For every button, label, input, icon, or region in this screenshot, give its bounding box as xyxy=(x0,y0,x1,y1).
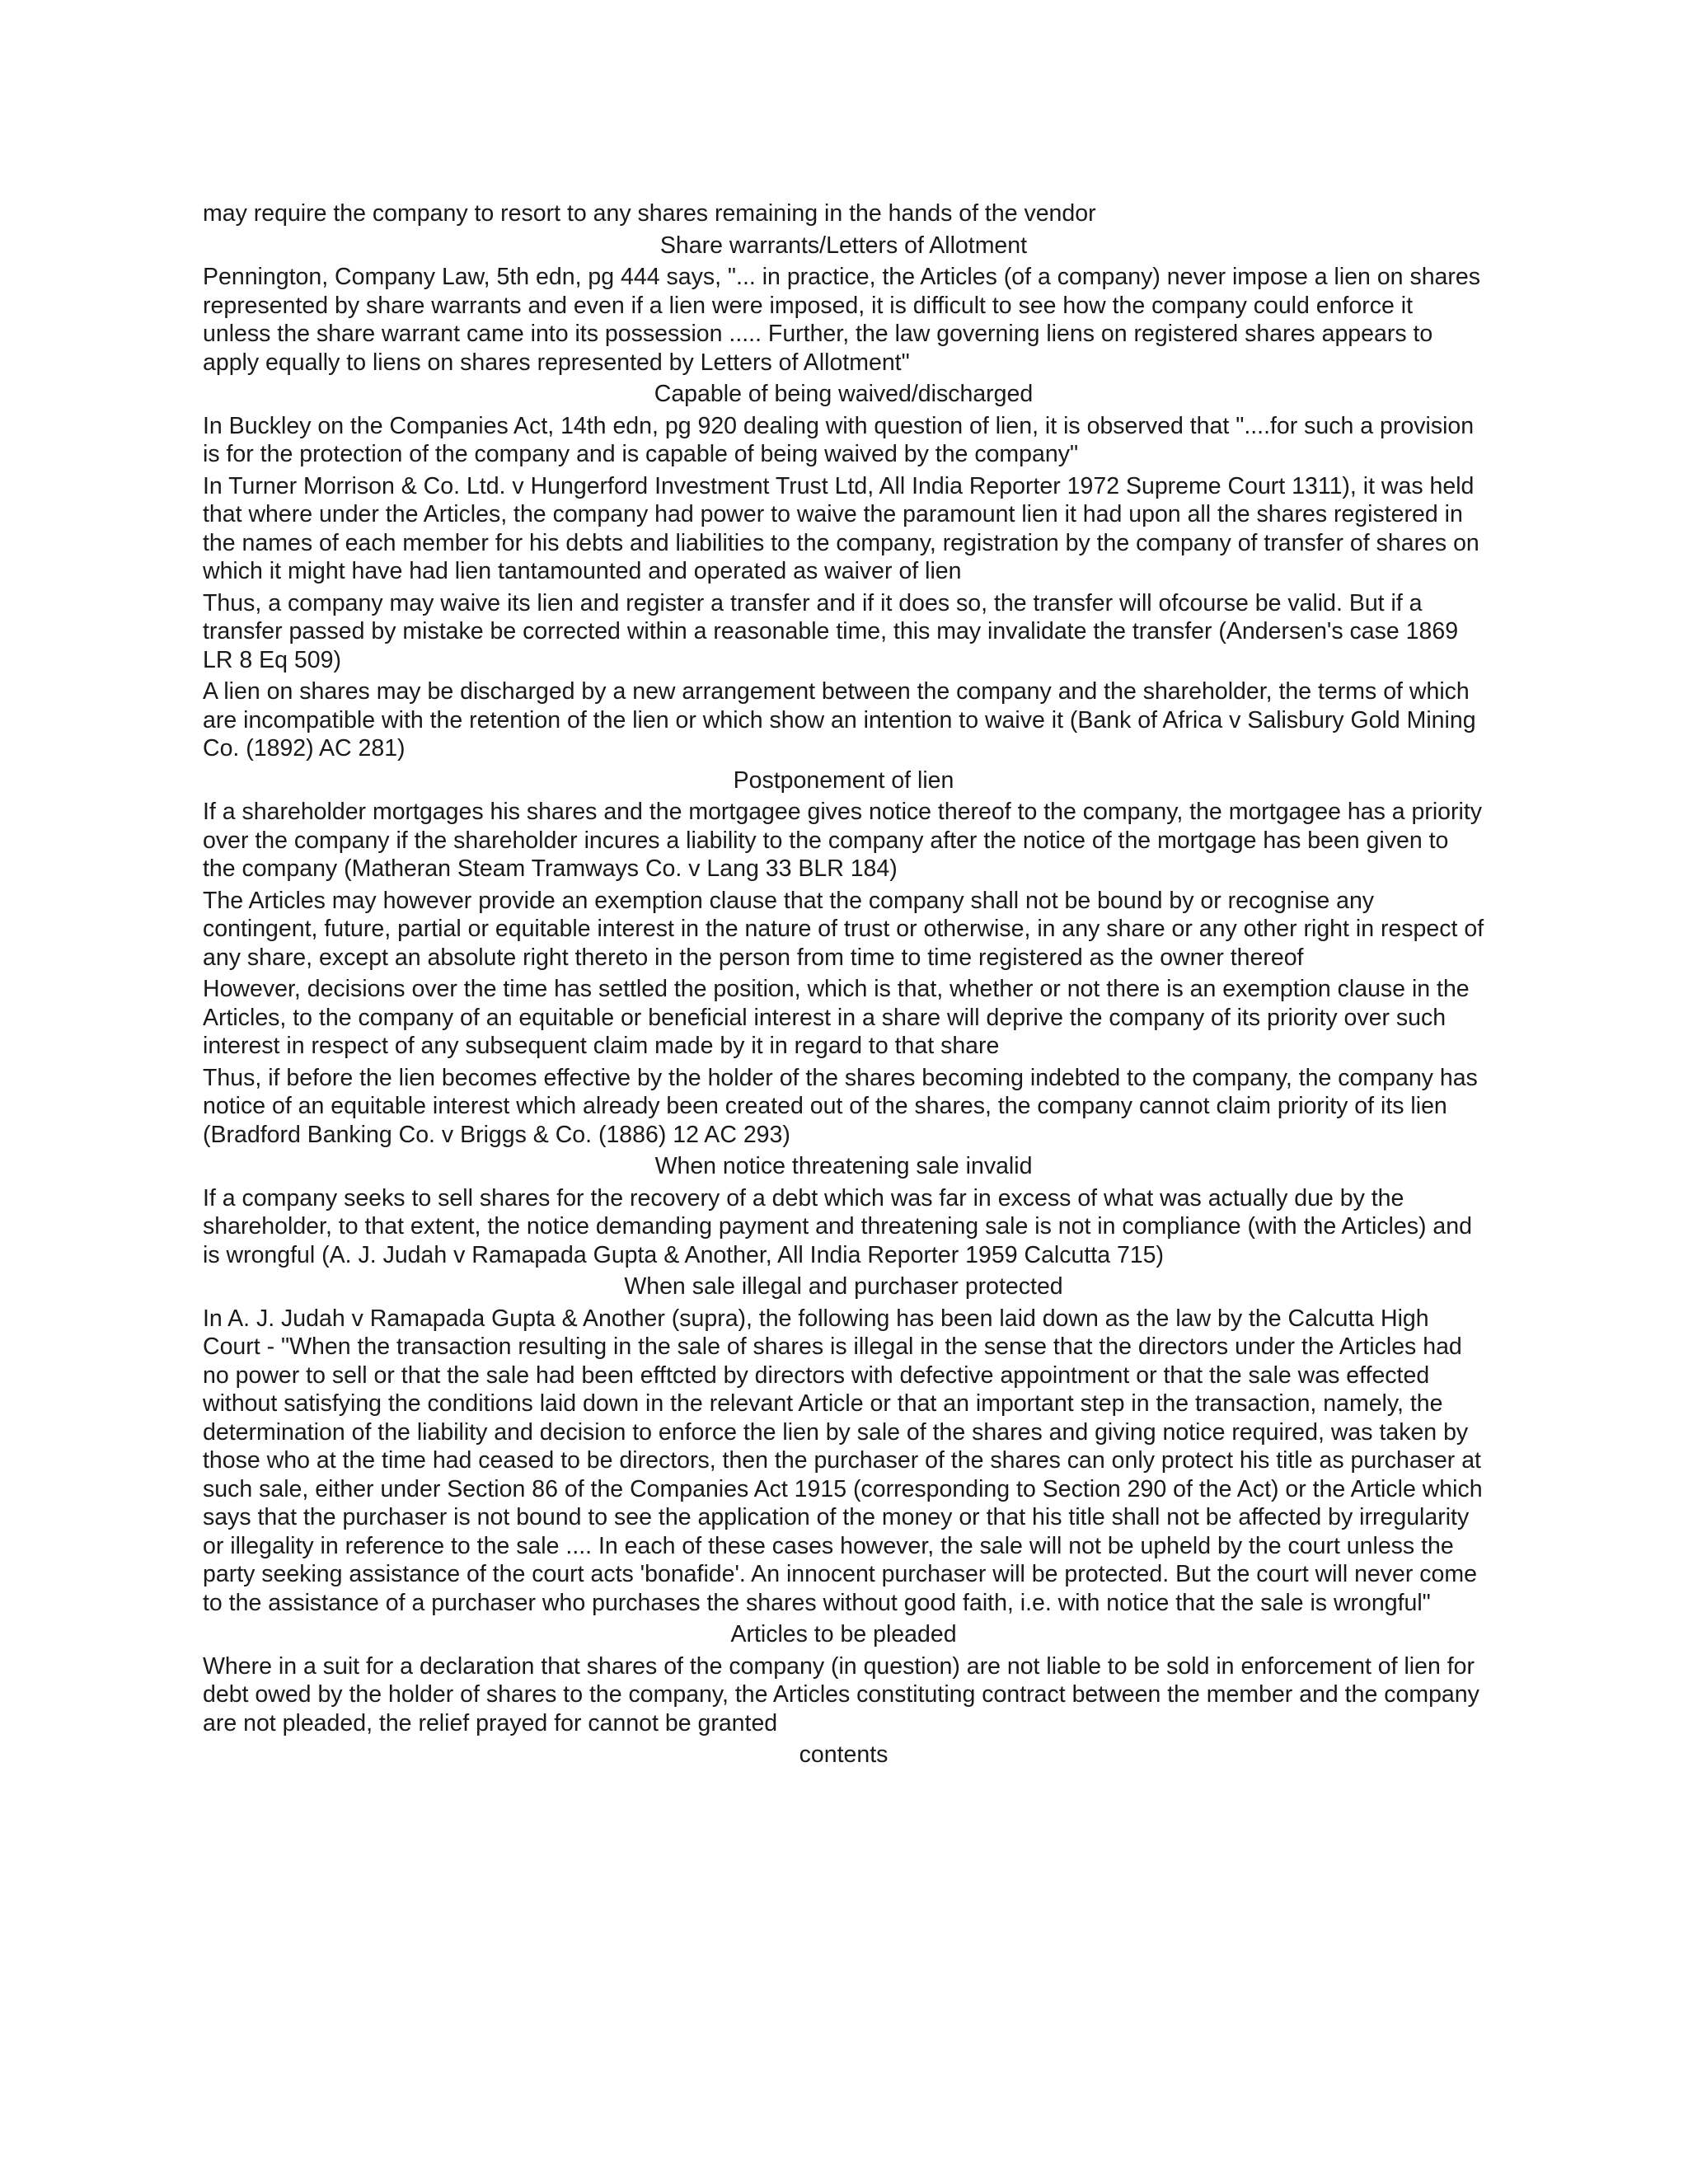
contents-link[interactable]: contents xyxy=(799,1741,889,1768)
paragraph-however: However, decisions over the time has settled the position, which is that, whether or not there is an exemption clause in the Articles, to the company of an equitable or beneficial interest in a share will deprive the company of its priority over such interest in respect of any subsequent claim made by it in regard to that share xyxy=(203,976,1470,1059)
heading-sale-illegal: When sale illegal and purchaser protected xyxy=(624,1273,1063,1300)
paragraph-turner-morrison: In Turner Morrison & Co. Ltd. v Hungerford Investment Trust Ltd, All India Reporter 1972 Supreme Court 1311), it was held that where under the Articles, the company had power to waive the paramount lien it had upon all the shares registered in the names of each member for his debts and liabilities to the company, registration by the company of transfer of shares on which it might have had lien tantamounted and operated as waiver of lien xyxy=(203,472,1479,584)
opening-line: may require the company to resort to any shares remaining in the hands of the vendor xyxy=(203,200,1096,227)
paragraph-exemption: The Articles may however provide an exemption clause that the company shall not be bound by or recognise any contingent, future, partial or equitable interest in the nature of trust or otherwise, in any share or any other right in respect of any share, except an absolute right thereto in the person from time to time registered as the owner thereof xyxy=(203,887,1484,971)
heading-waived-discharged: Capable of being waived/discharged xyxy=(654,381,1034,407)
paragraph-mortgage: If a shareholder mortgages his shares and the mortgagee gives notice thereof to the company, the mortgagee has a priority over the company if the shareholder incures a liability to the company after the notice of the mortgage has been given to the company (Matheran Steam Tramways Co. v Lang 33 BLR 184) xyxy=(203,799,1483,882)
heading-share-warrants: Share warrants/Letters of Allotment xyxy=(659,232,1028,259)
paragraph-suit: Where in a suit for a declaration that shares of the company (in question) are not liable to be sold in enforcement of lien for debt owed by the holder of shares to the company, the Articles constituting contract between the member and the company are not pleaded, the relief prayed for cannot be granted xyxy=(203,1652,1479,1736)
paragraph-sell-excess: If a company seeks to sell shares for the recovery of a debt which was far in excess of what was actually due by the shareholder, to that extent, the notice demanding payment and threatening sale is not in compliance (with the Articles) and is wrongful (A. J. Judah v Ramapada Gupta & Another, All India Reporter 1959 Calcutta 715) xyxy=(203,1184,1472,1268)
paragraph-discharged: A lien on shares may be discharged by a new arrangement between the company and the shareholder, the terms of which are incompatible with the retention of the lien or which show an intention to waive it (Bank of Africa v Salisbury Gold Mining Co. (1892) AC 281) xyxy=(203,678,1476,762)
paragraph-pennington: Pennington, Company Law, 5th edn, pg 444 says, "... in practice, the Articles (of a company) never impose a lien on shares represented by share warrants and even if a lien were imposed, it is difficult to see how the company could enforce it unless the share warrant came into its possession ..... Further, the law governing liens on registered shares appears to apply equally to liens on shares represented by Letters of Allotment" xyxy=(203,264,1480,376)
heading-postponement: Postponement of lien xyxy=(733,766,954,794)
paragraph-thus-effective: Thus, if before the lien becomes effective by the holder of the shares becoming indebted to the company, the company has notice of an equitable interest which already been created out of the shares, the company cannot claim priority of its lien (Bradford Banking Co. v Briggs & Co. (1886) 12 AC 293) xyxy=(203,1064,1478,1148)
paragraph-buckley: In Buckley on the Companies Act, 14th edn, pg 920 dealing with question of lien, it is observed that "....for such a provision is for the protection of the company and is capable of being waived by the company" xyxy=(203,412,1475,467)
paragraph-thus-waive: Thus, a company may waive its lien and register a transfer and if it does so, the transfer will ofcourse be valid. But if a transfer passed by mistake be corrected within a reasonable time, this may invalidate the transfer (Andersen's case 1869 LR 8 Eq 509) xyxy=(203,589,1459,673)
document-page xyxy=(203,199,1484,1769)
paragraph-judah: In A. J. Judah v Ramapada Gupta & Another (supra), the following has been laid down as the law by the Calcutta High Court - "When the transaction resulting in the sale of shares is illegal in the sense that the directors under the Articles had no power to sell or that the sale had been efftcted by directors with defective appointment or that the sale was effected without satisfying the conditions laid down in the relevant Article or that an important step in the transaction, namely, the determination of the liability and decision to enforce the lien by sale of the shares and giving notice required, was taken by those who at the time had ceased to be directors, then the purchaser of the shares can only protect his title as purchaser at such sale, either under Section 86 of the Companies Act 1915 (corresponding to Section 290 of the Act) or the Article which says that the purchaser is not bound to see the application of the money or that his title shall not be affected by irregularity or illegality in reference to the sale .... In each of these cases however, the sale will not be upheld by the court unless the party seeking assistance of the court acts 'bonafide'. An innocent purchaser will be protected. But the court will never come to the assistance of a purchaser who purchases the shares without good faith, i.e. with notice that the sale is wrongful" xyxy=(203,1305,1483,1616)
heading-notice-invalid: When notice threatening sale invalid xyxy=(654,1153,1033,1179)
heading-articles-pleaded: Articles to be pleaded xyxy=(730,1621,957,1647)
